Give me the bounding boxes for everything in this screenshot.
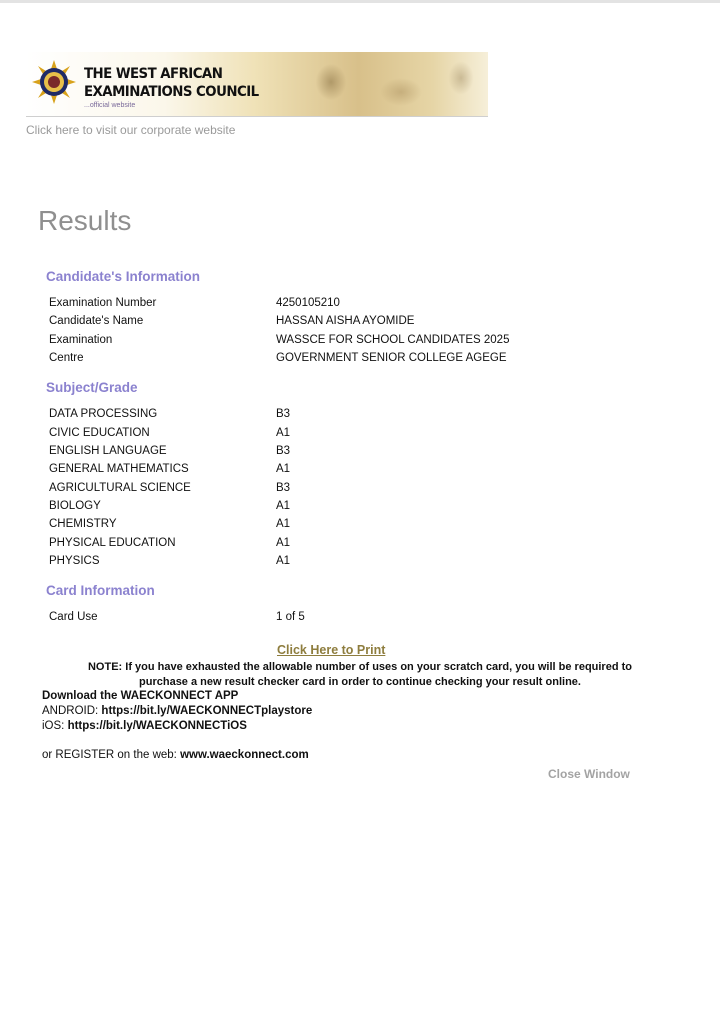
subject-grade-heading: Subject/Grade <box>46 380 138 395</box>
card-use-label: Card Use <box>49 611 98 623</box>
grade-value: A1 <box>276 555 291 567</box>
app-download-heading: Download the WAECKONNECT APP <box>42 690 239 702</box>
close-window-link[interactable]: Close Window <box>548 767 630 781</box>
top-divider <box>0 0 720 3</box>
register-line <box>42 749 309 761</box>
field-value: 4250105210 <box>276 297 340 309</box>
candidate-field-row <box>49 315 649 331</box>
ios-download-line <box>42 720 247 732</box>
subject-name: PHYSICS <box>49 555 100 567</box>
subject-name: PHYSICAL EDUCATION <box>49 537 176 549</box>
grade-value: A1 <box>276 537 291 549</box>
grade-row <box>49 555 649 571</box>
grade-value: A1 <box>276 463 291 475</box>
grade-value: A1 <box>276 500 291 512</box>
print-link[interactable]: Click Here to Print <box>277 643 386 657</box>
grade-value: A1 <box>276 518 291 530</box>
ios-label: iOS: <box>42 720 68 732</box>
grade-value: A1 <box>276 427 291 439</box>
grade-row <box>49 427 649 443</box>
field-label: Examination <box>49 334 113 346</box>
note-line-1: NOTE: If you have exhausted the allowable number of uses on your scratch card, you will be required to <box>87 661 632 673</box>
field-value: HASSAN AISHA AYOMIDE <box>276 315 415 327</box>
grade-row <box>49 500 649 516</box>
card-info-heading: Card Information <box>46 583 155 598</box>
grade-row <box>49 408 649 424</box>
tagline: ...official website <box>84 102 136 109</box>
scratch-card-note <box>40 660 680 690</box>
grade-row <box>49 463 649 479</box>
android-label: ANDROID: <box>42 705 102 717</box>
grade-row <box>49 482 649 498</box>
org-name-line2: EXAMINATIONS COUNCIL <box>84 84 259 100</box>
register-link[interactable]: www.waeckonnect.com <box>180 749 309 761</box>
field-label: Centre <box>49 352 84 364</box>
android-link[interactable]: https://bit.ly/WAECKONNECTplaystore <box>101 705 313 717</box>
banner-photo <box>291 52 488 116</box>
subject-name: CIVIC EDUCATION <box>49 427 150 439</box>
field-value: GOVERNMENT SENIOR COLLEGE AGEGE <box>276 352 507 364</box>
waec-banner <box>26 52 488 117</box>
note-line-2: purchase a new result checker card in order to continue checking your result online. <box>139 676 581 688</box>
subject-name: BIOLOGY <box>49 500 101 512</box>
subject-name: AGRICULTURAL SCIENCE <box>49 482 191 494</box>
grade-row <box>49 537 649 553</box>
android-download-line <box>42 705 312 717</box>
grade-row <box>49 445 649 461</box>
grade-value: B3 <box>276 408 291 420</box>
register-label: or REGISTER on the web: <box>42 749 181 761</box>
candidate-field-row <box>49 297 649 313</box>
card-use-row <box>49 611 649 627</box>
waec-seal-logo-icon <box>32 60 76 104</box>
candidate-field-row <box>49 352 649 368</box>
subject-name: CHEMISTRY <box>49 518 117 530</box>
ios-link[interactable]: https://bit.ly/WAECKONNECTiOS <box>67 720 247 732</box>
grade-row <box>49 518 649 534</box>
subject-name: ENGLISH LANGUAGE <box>49 445 167 457</box>
corporate-website-link[interactable]: Click here to visit our corporate website <box>26 123 236 137</box>
org-name-line1: THE WEST AFRICAN <box>84 66 223 82</box>
subject-name: GENERAL MATHEMATICS <box>49 463 189 475</box>
field-label: Candidate's Name <box>49 315 144 327</box>
field-label: Examination Number <box>49 297 157 309</box>
card-use-value: 1 of 5 <box>276 611 305 623</box>
grade-value: B3 <box>276 482 291 494</box>
grade-value: B3 <box>276 445 291 457</box>
subject-name: DATA PROCESSING <box>49 408 158 420</box>
candidate-field-row <box>49 334 649 350</box>
page-title: Results <box>38 205 132 236</box>
candidate-info-heading: Candidate's Information <box>46 269 200 284</box>
field-value: WASSCE FOR SCHOOL CANDIDATES 2025 <box>276 334 510 346</box>
